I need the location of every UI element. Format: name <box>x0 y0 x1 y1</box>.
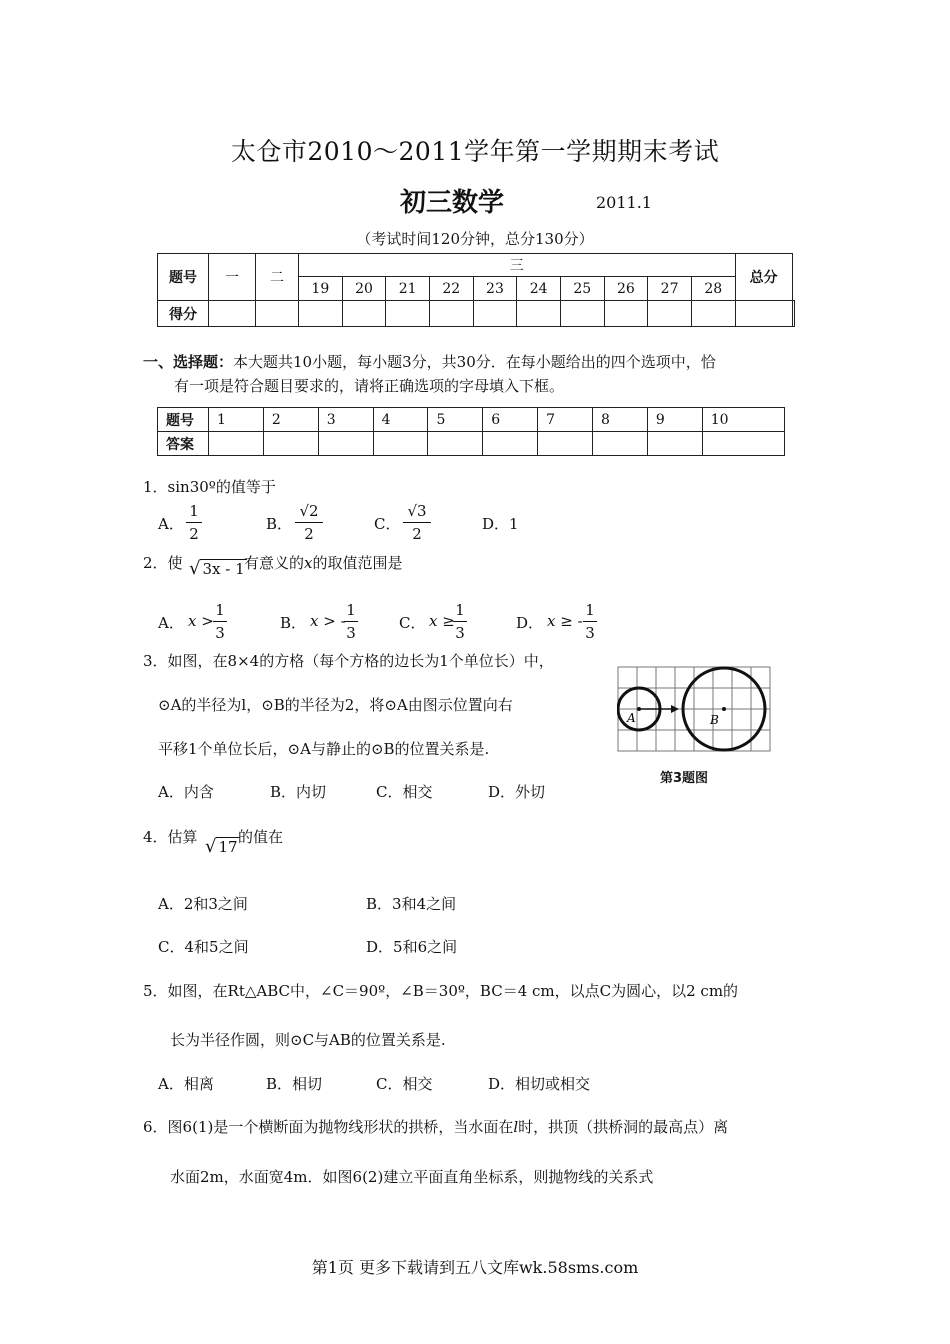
q2-option-d-fraction <box>583 601 597 642</box>
radical-sign-icon: √ <box>189 558 201 579</box>
q4-stem-pre: 4．估算 <box>143 828 198 846</box>
q2-option-c-fraction <box>453 601 467 642</box>
q2-option-d-label: D． <box>516 614 544 632</box>
q2-option-c-label: C． <box>399 614 426 632</box>
score-col-two: 二 <box>256 254 299 301</box>
score-col-three: 三 <box>299 254 736 277</box>
q5-option-c: C．相交 <box>376 1075 433 1093</box>
exam-title: 太仓市2010～2011学年第一学期期末考试 <box>230 137 720 166</box>
answer-num: 5 <box>428 408 483 432</box>
q3-figure-caption: 第3题图 <box>660 771 709 786</box>
score-cell[interactable] <box>792 301 794 327</box>
q6-line1-pre: 6．图6(1)是一个横断面为抛物线形状的拱桥，当水面在 <box>143 1118 514 1136</box>
q2-var: x <box>304 554 313 572</box>
q1-option-b-label: B． <box>266 515 293 533</box>
q2-d-num: 1 <box>585 601 595 619</box>
score-col-one: 一 <box>209 254 256 301</box>
q3-option-c: C．相交 <box>376 783 433 801</box>
q4-option-d: D．5和6之间 <box>366 938 458 956</box>
answer-num: 2 <box>263 408 318 432</box>
q6-line1-post: 时，拱顶（拱桥洞的最高点）离 <box>518 1118 729 1136</box>
q5-option-d: D．相切或相交 <box>488 1075 591 1093</box>
score-cell[interactable] <box>256 301 299 327</box>
score-cell[interactable] <box>517 301 561 327</box>
score-subcol: 28 <box>691 277 735 301</box>
score-subcol: 23 <box>473 277 517 301</box>
q3-line1: 3．如图，在8×4的方格（每个方格的边长为1个单位长）中， <box>143 652 554 670</box>
score-cell[interactable] <box>299 301 343 327</box>
section1-text: 本大题共10小题，每小题3分，共30分．在每小题给出的四个选项中，恰 <box>233 353 716 371</box>
q5-option-b: B．相切 <box>266 1075 323 1093</box>
q1-a-denominator: 2 <box>189 525 199 543</box>
q3-grid-figure <box>617 666 773 754</box>
answer-num: 6 <box>483 408 538 432</box>
answer-cell[interactable] <box>209 432 264 456</box>
answer-cell[interactable] <box>593 432 648 456</box>
q4-option-a: A．2和3之间 <box>158 895 248 913</box>
q2-option-d-relation: x ≥ - <box>547 612 583 630</box>
q2-stem-end: 的取值范围是 <box>312 554 403 572</box>
answer-num: 1 <box>209 408 264 432</box>
q2-c-den: 3 <box>455 624 465 642</box>
q4-option-b: B．3和4之间 <box>366 895 457 913</box>
answer-cell[interactable] <box>483 432 538 456</box>
answer-cell[interactable] <box>702 432 784 456</box>
exam-meta: （考试时间120分钟，总分130分） <box>356 230 594 248</box>
q5-line2: 长为半径作圆，则⊙C与AB的位置关系是. <box>170 1031 446 1049</box>
q2-option-b-relation: x > - <box>310 612 346 630</box>
q6-line2: 水面2m，水面宽4m．如图6(2)建立平面直角坐标系，则抛物线的关系式 <box>170 1168 654 1186</box>
score-cell[interactable] <box>473 301 517 327</box>
q2-option-b-label: B． <box>280 614 307 632</box>
figure-label-b: B <box>710 713 719 727</box>
answer-cell[interactable] <box>373 432 428 456</box>
answer-cell[interactable] <box>263 432 318 456</box>
q1-option-a-label: A． <box>158 515 184 533</box>
score-subcol: 20 <box>342 277 386 301</box>
exam-date: 2011.1 <box>596 193 652 212</box>
q5-line1: 5．如图，在Rt△ABC中，∠C＝90º，∠B＝30º，BC＝4 cm，以点C为圆心，以2 cm的 <box>143 982 739 1000</box>
q6-line1 <box>143 1116 728 1137</box>
q1-stem: 1．sin30º的值等于 <box>143 478 276 496</box>
score-cell[interactable] <box>429 301 473 327</box>
score-subcol: 22 <box>429 277 473 301</box>
score-subcol: 27 <box>648 277 692 301</box>
answer-table <box>157 407 785 456</box>
section1-instructions <box>143 350 811 398</box>
q3-option-b: B．内切 <box>270 783 327 801</box>
q1-c-numerator: √3 <box>407 502 427 520</box>
q1-b-denominator: 2 <box>304 525 314 543</box>
radical-sign-icon: √ <box>205 836 217 857</box>
q2-option-a-fraction <box>213 601 227 642</box>
score-table <box>157 253 795 327</box>
score-row-label: 得分 <box>158 301 209 327</box>
q2-a-den: 3 <box>215 624 225 642</box>
score-cell[interactable] <box>209 301 256 327</box>
center-b-dot <box>722 707 726 711</box>
q1-option-c-label: C． <box>374 515 401 533</box>
q3-line3: 平移1个单位长后，⊙A与静止的⊙B的位置关系是. <box>158 740 490 758</box>
q2-option-a-label: A． <box>158 614 184 632</box>
score-cell[interactable] <box>691 301 735 327</box>
q5-option-a: A．相离 <box>158 1075 214 1093</box>
q2-b-den: 3 <box>346 624 356 642</box>
q2-d-den: 3 <box>585 624 595 642</box>
answer-cell[interactable] <box>318 432 373 456</box>
score-subcol: 21 <box>386 277 430 301</box>
q2-stem-post <box>244 552 403 573</box>
answer-num: 7 <box>538 408 593 432</box>
q1-option-a-fraction <box>186 502 202 543</box>
answer-num: 9 <box>647 408 702 432</box>
q2-option-b-fraction <box>344 601 358 642</box>
answer-num: 3 <box>318 408 373 432</box>
figure-label-a: A <box>627 711 636 725</box>
answer-row-label: 答案 <box>158 432 209 456</box>
section1-text2: 有一项是符合题目要求的，请将正确选项的字母填入下框。 <box>174 377 565 395</box>
answer-cell[interactable] <box>428 432 483 456</box>
q1-option-c-fraction <box>403 502 431 543</box>
q1-b-numerator: √2 <box>299 502 319 520</box>
answer-cell[interactable] <box>538 432 593 456</box>
q1-a-numerator: 1 <box>189 502 199 520</box>
q3-line2: ⊙A的半径为l，⊙B的半径为2，将⊙A由图示位置向右 <box>158 696 513 714</box>
answer-cell[interactable] <box>647 432 702 456</box>
answer-num: 10 <box>702 408 784 432</box>
q4-option-c: C．4和5之间 <box>158 938 249 956</box>
q4-radicand: 17 <box>218 838 238 856</box>
q2-radical <box>189 558 247 579</box>
page-footer: 第1页 更多下载请到五八文库wk.58sms.com <box>311 1258 639 1277</box>
score-subcol: 19 <box>299 277 343 301</box>
score-cell[interactable] <box>560 301 604 327</box>
q2-radicand: 3x - 1 <box>202 560 245 578</box>
q2-stem-mid: 有意义的 <box>244 554 305 572</box>
q3-option-d: D．外切 <box>488 783 546 801</box>
score-cell[interactable] <box>735 301 792 327</box>
score-cell[interactable] <box>342 301 386 327</box>
q2-b-num: 1 <box>346 601 356 619</box>
answer-num: 4 <box>373 408 428 432</box>
q2-c-num: 1 <box>455 601 465 619</box>
q6-line1-var: l <box>513 1118 519 1136</box>
q1-option-d: D．1 <box>482 515 519 533</box>
score-subcol: 24 <box>517 277 561 301</box>
q1-c-denominator: 2 <box>412 525 422 543</box>
q4-radical <box>205 836 240 857</box>
section1-heading: 一、选择题： <box>143 353 234 371</box>
subject-title: 初三数学 <box>400 188 505 218</box>
score-cell[interactable] <box>648 301 692 327</box>
score-subcol: 26 <box>604 277 648 301</box>
answer-num: 8 <box>593 408 648 432</box>
score-cell[interactable] <box>604 301 648 327</box>
q1-option-b-fraction <box>295 502 323 543</box>
q3-option-a: A．内含 <box>158 783 214 801</box>
q2-option-a-relation: x > <box>188 612 214 630</box>
answer-header-question: 题号 <box>158 408 209 432</box>
q2-a-num: 1 <box>215 601 225 619</box>
q2-stem-pre: 2．使 <box>143 554 183 572</box>
score-subcol: 25 <box>560 277 604 301</box>
q4-stem-post: 的值在 <box>238 828 284 846</box>
score-header-question: 题号 <box>158 254 209 301</box>
q2-option-c-relation: x ≥ <box>429 612 455 630</box>
score-cell[interactable] <box>386 301 430 327</box>
score-col-total: 总分 <box>735 254 792 301</box>
